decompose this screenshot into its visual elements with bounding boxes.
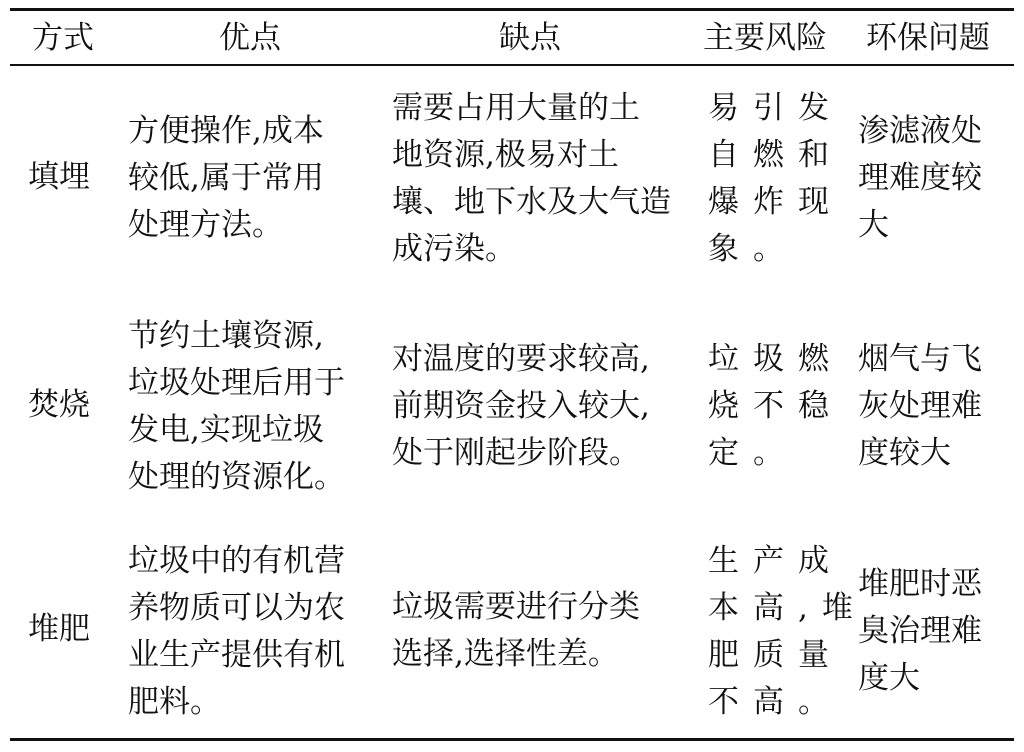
row-landfill-main-risk: 易引发 自燃和 爆炸现 象。 xyxy=(708,90,843,267)
bottom-rule xyxy=(10,738,1014,741)
header-advantages: 优点 xyxy=(219,20,281,56)
header-rule xyxy=(10,64,1014,66)
row-composting-advantages: 垃圾中的有机营 养物质可以为农 业生产提供有机 肥料。 xyxy=(128,543,345,720)
row-landfill-advantages: 方便操作,成本 较低,属于常用 处理方法。 xyxy=(128,113,324,243)
header-environmental-issue: 环保问题 xyxy=(866,20,990,56)
header-main-risk: 主要风险 xyxy=(703,20,827,56)
row-composting-disadvantages: 垃圾需要进行分类 选择,选择性差。 xyxy=(392,589,640,672)
row-composting-method: 堆肥 xyxy=(28,611,90,647)
row-incineration-disadvantages: 对温度的要求较高, 前期资金投入较大, 处于刚起步阶段。 xyxy=(392,341,650,471)
top-rule xyxy=(10,8,1014,11)
header-disadvantages: 缺点 xyxy=(499,20,561,56)
row-incineration-main-risk: 垃圾燃 烧不稳 定。 xyxy=(708,341,843,471)
row-landfill-environmental-issue: 渗滤液处 理难度较 大 xyxy=(858,113,982,243)
row-landfill-method: 填埋 xyxy=(28,159,90,195)
row-composting-main-risk: 生产成 本高,堆 肥质量 不高。 xyxy=(708,543,867,720)
row-composting-environmental-issue: 堆肥时恶 臭治理难 度大 xyxy=(858,566,982,696)
header-method: 方式 xyxy=(32,20,94,56)
row-incineration-environmental-issue: 烟气与飞 灰处理难 度较大 xyxy=(858,341,982,471)
row-incineration-method: 焚烧 xyxy=(28,387,90,423)
row-landfill-disadvantages: 需要占用大量的土 地资源,极易对土 壤、地下水及大气造 成污染。 xyxy=(392,90,671,267)
row-incineration-advantages: 节约土壤资源, 垃圾处理后用于 发电,实现垃圾 处理的资源化。 xyxy=(128,318,345,495)
